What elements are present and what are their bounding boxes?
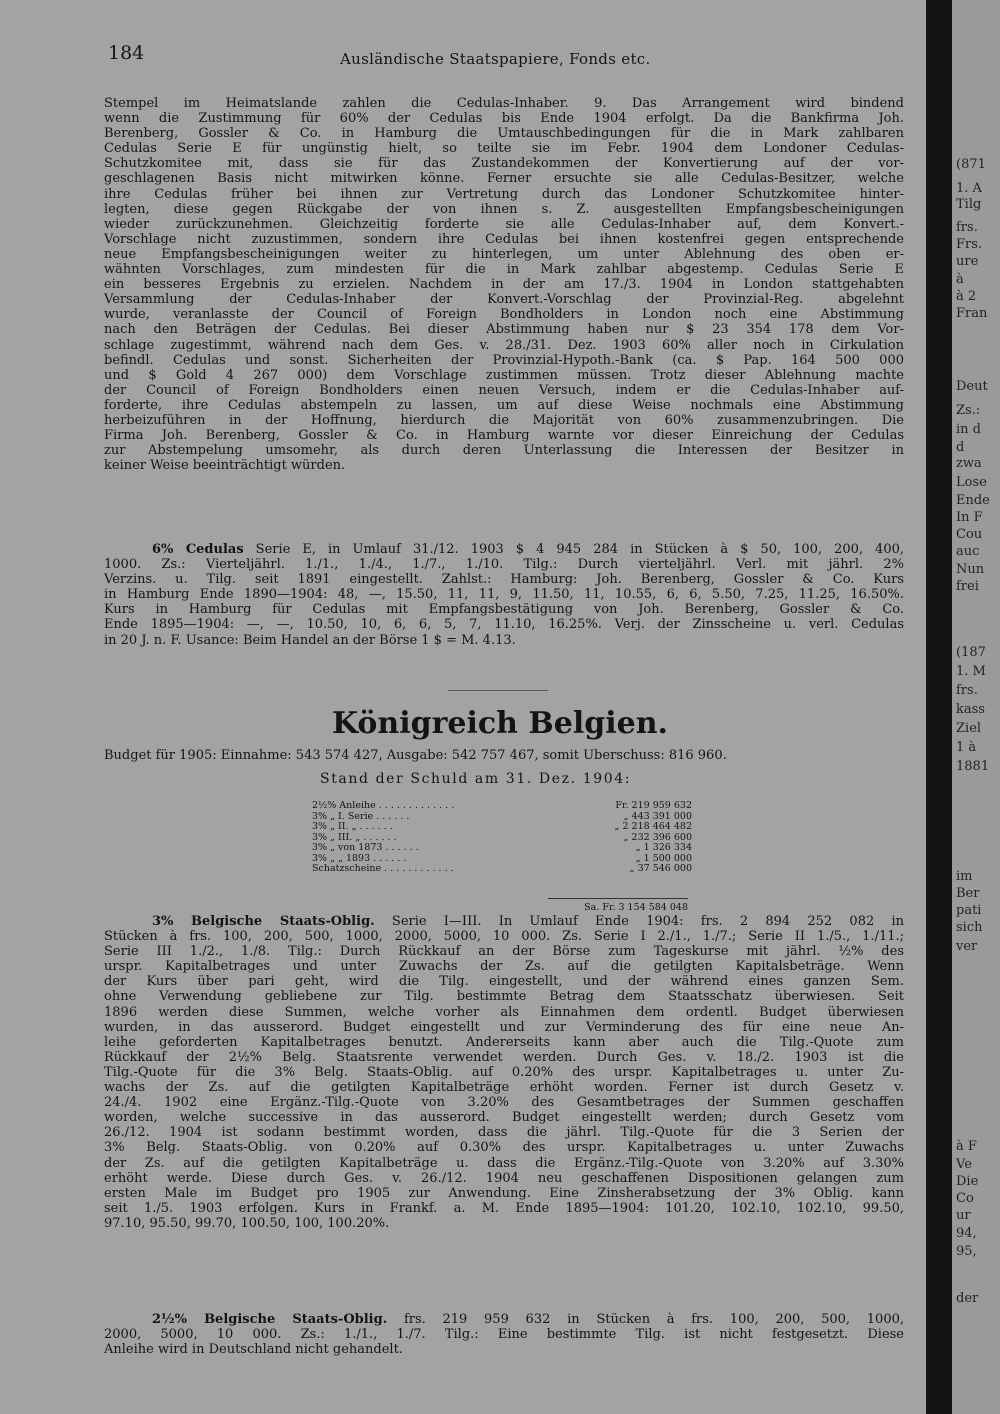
entry-heading: 6% Cedulas (152, 542, 244, 557)
debt-total-rule (548, 898, 688, 899)
text-line: 1000. Zs.: Vierteljährl. 1./1., 1./4., 1./7., 1./10. Tilg.: Durch vierteljährl. Verl. mit jährl. 2% (104, 557, 904, 573)
text-line: Serie III 1./2., 1./8. Tilg.: Durch Rückkauf an der Börse zum Tageskurse mit jährl. ½% des (104, 944, 904, 960)
adjacent-page-fragment: Ziel (956, 721, 982, 736)
adjacent-page-fragment: Zs.: (956, 403, 981, 418)
text-line: wurde, veranlasste der Council of Foreign Bondholders in London noch eine Abstimmung (104, 307, 904, 323)
text-line: befindl. Cedulas und sonst. Sicherheiten der Provinzial-Hypoth.-Bank (ca. $ Pap. 164 500 000 (104, 352, 904, 368)
adjacent-page-fragment: Die (956, 1174, 979, 1189)
text-line: Verzins. u. Tilg. seit 1891 eingestellt. Zahlst.: Hamburg: Joh. Berenberg, Gossler & Co. Kurs (104, 572, 904, 588)
debt-table (312, 801, 692, 875)
adjacent-page-fragment: Fran (956, 306, 988, 321)
adjacent-page-fragment: Co (956, 1191, 974, 1206)
text-line: erhöht werde. Diese durch Ges. v. 26./12. 1904 neu geschaffenen Dispositionen gelangen zum (104, 1170, 904, 1186)
text-line: Stempel im Heimatslande zahlen die Cedulas-Inhaber. 9. Das Arrangement wird bindend (104, 96, 904, 111)
text-line: in Hamburg Ende 1890—1904: 48, —, 15.50, 11, 11, 9, 11.50, 11, 10.55, 6, 6, 5.50, 7.25, 11.25, 16.50%. (104, 587, 904, 603)
paragraph-cedulas-arrangement (104, 96, 904, 473)
adjacent-page-fragment: frs. (956, 220, 978, 235)
text-line: 26./12. 1904 ist sodann bestimmt worden, dass die jährl. Tilg.-Quote für die 3 Serien der (104, 1125, 904, 1141)
debt-row-label: Schatzscheine . . . . . . . . . . . . (312, 863, 454, 874)
debt-row-value: „ 2 218 464 482 (614, 821, 692, 832)
adjacent-page-fragment: zwa (956, 456, 982, 471)
text-line: ihre Cedulas früher bei ihnen zur Vertretung durch das Londoner Schutzkomitee hinter- (104, 186, 904, 202)
text-line: urspr. Kapitalbetrages und unter Zuwachs der Zs. auf die getilgten Kapitalsbeträge. Wenn (104, 959, 904, 975)
text-line: Stücken à frs. 100, 200, 500, 1000, 2000, 5000, 10 000. Zs. Serie I 2./1., 1./7.; Serie II 1./5., 1./11.; (104, 929, 904, 945)
text-line: schlage zugestimmt, während nach dem Ges. v. 28./31. Dez. 1903 60% aller noch in Cirkulation (104, 337, 904, 353)
text-line: neue Empfangsbescheinigungen weiter zu hinterlegen, um unter Ablehnung des oben er- (104, 246, 904, 262)
adjacent-page-fragment: ver (956, 939, 978, 954)
adjacent-page-fragment: 1881 (956, 759, 990, 774)
adjacent-page-fragment: Tilg (956, 197, 982, 212)
text-line: nach den Beträgen der Cedulas. Bei dieser Abstimmung haben nur $ 23 354 178 dem Vor- (104, 322, 904, 338)
budget-line: Budget für 1905: Einnahme: 543 574 427, Ausgabe: 542 757 467, somit Überschuss: 816 960. (104, 748, 727, 763)
text-line: Rückkauf der 2½% Belg. Staatsrente verwendet werden. Durch Ges. v. 18./2. 1903 ist die (104, 1049, 904, 1065)
text-line: 3% Belg. Staats-Oblig. von 0.20% auf 0.30% des urspr. Kapitalbetrages u. unter Zuwachs (104, 1140, 904, 1156)
adjacent-page-fragment: à F (956, 1139, 977, 1154)
paragraph-belgische-2-5pct (104, 1312, 904, 1357)
adjacent-page-fragment: 95, (956, 1244, 977, 1259)
text-line: 1896 werden diese Summen, welche vorher als Einnahmen dem ordentl. Budget überwiesen (104, 1004, 904, 1020)
adjacent-page-fragment: Lose (956, 475, 987, 490)
adjacent-page-edge (952, 0, 1000, 1414)
text-line: wurden, in das ausserord. Budget eingestellt und zur Verminderung des für eine neue An- (104, 1019, 904, 1035)
adjacent-page-fragment: 1 à (956, 740, 977, 755)
debt-row-label: 3% „ II. „ . . . . . . (312, 821, 393, 832)
text-line: 24./4. 1902 eine Ergänz.-Tilg.-Quote von 3.20% des Gesamtbetrages der Summen geschaffen (104, 1095, 904, 1111)
adjacent-page-fragment: (187 (956, 645, 986, 660)
adjacent-page-fragment: Cou (956, 527, 983, 542)
adjacent-page-fragment: Ber (956, 886, 980, 901)
adjacent-page-fragment: In F (956, 510, 983, 525)
binding-gutter (926, 0, 952, 1414)
adjacent-page-fragment: (871 (956, 157, 986, 172)
text-line: zur Abstempelung umsomehr, als durch deren Unterlassung die Interessen der Besitzer in (104, 443, 904, 459)
adjacent-page-fragment: ur (956, 1208, 971, 1223)
adjacent-page-fragment: Ende (956, 493, 990, 508)
debt-table-heading: Stand der Schuld am 31. Dez. 1904: (320, 771, 632, 787)
debt-row-label: 3% „ I. Serie . . . . . . (312, 810, 410, 822)
text-line: ersten Male im Budget pro 1905 zur Anwendung. Eine Zinsherabsetzung der 3% Oblig. kann (104, 1185, 904, 1201)
adjacent-page-fragment: 1. A (956, 181, 982, 196)
adjacent-page-fragment: sich (956, 920, 983, 935)
adjacent-page-fragment: pati (956, 903, 982, 918)
text-line: Kurs in Hamburg für Cedulas mit Empfangsbestätigung von Joh. Berenberg, Gossler & Co. (104, 602, 904, 618)
debt-row (312, 864, 692, 875)
debt-row (312, 843, 692, 854)
text-line: legten, diese gegen Rückgabe der von ihnen s. Z. ausgestellten Empfangsbescheinigungen (104, 201, 904, 217)
page-number: 184 (108, 42, 145, 64)
text-line: Vorschlage nicht zuzustimmen, sondern ihre Cedulas bei ihnen kostenfrei gegen entsprechende (104, 231, 904, 247)
adjacent-page-fragment: d (956, 440, 965, 455)
debt-row (312, 801, 692, 812)
adjacent-page-fragment: à 2 (956, 289, 977, 304)
adjacent-page-fragment: Frs. (956, 237, 983, 252)
text-line: 2000, 5000, 10 000. Zs.: 1./1., 1./7. Tilg.: Eine bestimmte Tilg. ist nicht festgesetzt. Diese (104, 1327, 904, 1343)
adjacent-page-fragment: à (956, 272, 964, 287)
text-line: ein besseres Ergebnis zu erzielen. Nachdem in der am 17./3. 1904 in London stattgehabten (104, 277, 904, 293)
running-head: Ausländische Staatspapiere, Fonds etc. (340, 50, 651, 68)
text-line: der Council of Foreign Bondholders einen neuen Versuch, indem er die Cedulas-Inhaber auf- (104, 382, 904, 398)
debt-row-value: „ 232 396 600 (623, 831, 692, 843)
text-line: in 20 J. n. F. Usance: Beim Handel an der Börse 1 $ = M. 4.13. (104, 632, 516, 648)
text-line: der Kurs über pari geht, wird die Tilg. eingestellt, und der während eines ganzen Sem. (104, 974, 904, 990)
debt-row-value: „ 443 391 000 (623, 810, 692, 822)
text-line: Tilg.-Quote für die 3% Belg. Staats-Oblig. auf 0.20% des urspr. Kapitalbetrages u. unter Zu- (104, 1064, 904, 1080)
adjacent-page-fragment: Nun (956, 562, 985, 577)
text-line: 2½% Belgische Staats-Oblig. frs. 219 959 632 in Stücken à frs. 100, 200, 500, 1000, (152, 1312, 904, 1327)
text-line: geschlagenen Basis nicht mitwirken könne. Ferner ersuchte sie alle Cedulas-Besitzer, welche (104, 171, 904, 187)
adjacent-page-fragment: 1. M (956, 664, 986, 679)
entry-heading: 2½% Belgische Staats-Oblig. (152, 1312, 388, 1327)
text-line: leihe geforderten Kapitalbetrages benutzt. Andererseits kann aber auch die Tilg.-Quote zum (104, 1034, 904, 1050)
debt-total: Sa. Fr. 3 154 584 048 (584, 902, 688, 913)
debt-row-value: „ 37 546 000 (629, 863, 692, 874)
text-line: worden, welche successive in das ausserord. Budget eingestellt werden; durch Gesetz vom (104, 1110, 904, 1126)
adjacent-page-fragment: im (956, 869, 973, 884)
debt-row-value: „ 1 326 334 (635, 842, 692, 853)
text-line: Cedulas Serie E für ungünstig hielt, so teilte sie im Febr. 1904 dem Londoner Cedulas- (104, 141, 904, 157)
adjacent-page-fragment: kass (956, 702, 985, 717)
text-line: der Zs. auf die getilgten Kapitalbeträge u. dass die Ergänz.-Tilg.-Quote von 3.20% auf 3.30% (104, 1155, 904, 1171)
section-divider (448, 690, 548, 691)
adjacent-page-fragment: 94, (956, 1226, 977, 1241)
debt-row-label: 3% „ „ 1893 . . . . . . (312, 852, 407, 864)
text-line: Berenberg, Gossler & Co. in Hamburg die Umtauschbedingungen für die in Mark zahlbaren (104, 126, 904, 142)
adjacent-page-fragment: ure (956, 254, 979, 269)
text-line: Firma Joh. Berenberg, Gossler & Co. in Hamburg warnte vor dieser Einreichung der Cedulas (104, 428, 904, 444)
text-line: forderte, ihre Cedulas abstempeln zu lassen, um auf diese Weise nochmals eine Abstimmung (104, 397, 904, 413)
text-line: seit 1./5. 1903 erfolgen. Kurs in Frankf. a. M. Ende 1895—1904: 101.20, 102.10, 102.10, 99.50, (104, 1200, 904, 1216)
adjacent-page-fragment: frs. (956, 683, 978, 698)
text-line: und $ Gold 4 267 000) dem Vorschlage zustimmen müssen. Trotz dieser Ablehnung machte (104, 367, 904, 383)
debt-row-label: 3% „ III. „ . . . . . . (312, 831, 397, 843)
adjacent-page-fragment: Deut (956, 379, 988, 394)
entry-heading: 3% Belgische Staats-Oblig. (152, 914, 375, 929)
text-line: 3% Belgische Staats-Oblig. Serie I—III. In Umlauf Ende 1904: frs. 2 894 252 082 in (152, 914, 904, 929)
section-title: Königreich Belgien. (332, 706, 668, 741)
text-line: Anleihe wird in Deutschland nicht gehandelt. (104, 1342, 403, 1358)
text-line: keiner Weise beeinträchtigt würden. (104, 458, 346, 474)
adjacent-page-fragment: in d (956, 422, 981, 437)
text-line: wenn die Zustimmung für 60% der Cedulas bis Ende 1904 erfolgt. Da die Bankfirma Joh. (104, 111, 904, 127)
adjacent-page-fragment: auc (956, 544, 980, 559)
debt-row-label: 3% „ von 1873 . . . . . . (312, 842, 419, 853)
text-line: ohne Verwendung gebliebene zur Tilg. bestimmte Betrag dem Staatsschatz überwiesen. Seit (104, 989, 904, 1005)
debt-row-value: Fr. 219 959 632 (615, 800, 692, 811)
text-line: Versammlung der Cedulas-Inhaber der Konvert.-Vorschlag der Provinzial-Reg. abgelehnt (104, 292, 904, 308)
text-line: 97.10, 95.50, 99.70, 100.50, 100, 100.20%. (104, 1215, 390, 1231)
adjacent-page-fragment: Ve (956, 1157, 972, 1172)
text-line: Schutzkomitee mit, dass sie für das Zustandekommen der Konvertierung auf der vor- (104, 156, 904, 172)
text-line: 6% Cedulas Serie E, in Umlauf 31./12. 1903 $ 4 945 284 in Stücken à $ 50, 100, 200, 400, (152, 542, 904, 557)
debt-row-value: „ 1 500 000 (635, 852, 692, 864)
text-line: wähnten Vorschlages, zum mindesten für die in Mark zahlbar abgestemp. Cedulas Serie E (104, 262, 904, 278)
paragraph-cedulas-serie-e (104, 542, 904, 648)
adjacent-page-fragment: der (956, 1291, 979, 1306)
debt-row-label: 2½% Anleihe . . . . . . . . . . . . . (312, 800, 455, 811)
text-line: Ende 1895—1904: —, —, 10.50, 10, 6, 6, 5, 7, 11.10, 16.25%. Verj. der Zinsscheine u. verl. Cedulas (104, 617, 904, 633)
text-line: wieder zurückzunehmen. Gleichzeitig forderte sie alle Cedulas-Inhaber auf, dem Konvert.- (104, 216, 904, 232)
adjacent-page-fragment: frei (956, 579, 979, 594)
text-line: herbeizuführen in der Hoffnung, hierdurch die Majorität von 60% zusammenzubringen. Die (104, 412, 904, 428)
paragraph-belgische-3pct (104, 914, 904, 1231)
text-line: wachs der Zs. auf die getilgten Kapitalbeträge erhöht worden. Ferner ist durch Gesetz v. (104, 1080, 904, 1096)
debt-row (312, 822, 692, 833)
